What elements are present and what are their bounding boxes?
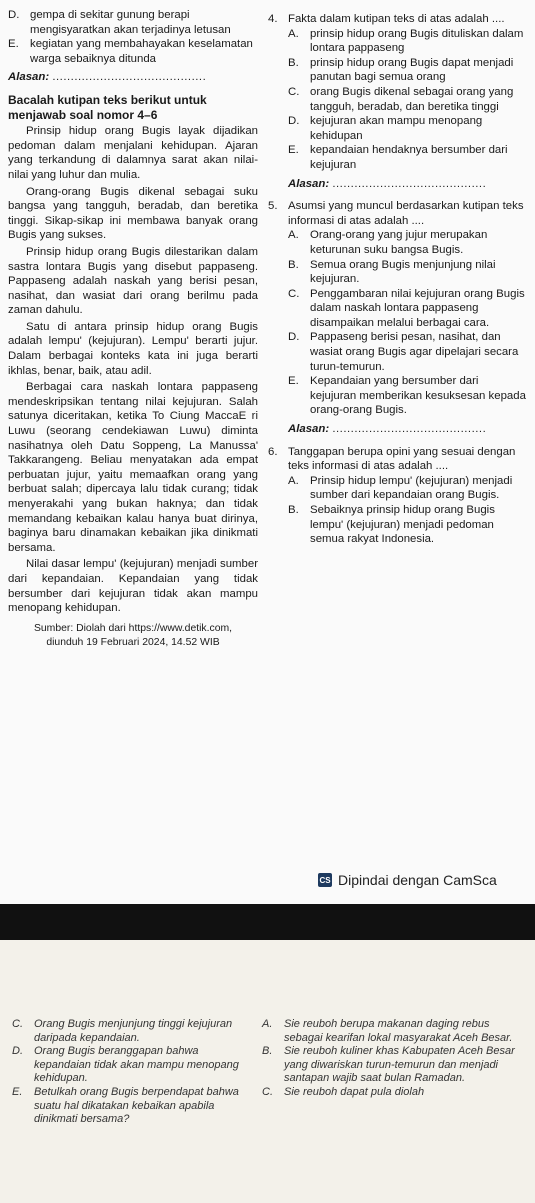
alasan-label: Alasan:: [288, 177, 330, 190]
alasan-line: [288, 177, 526, 192]
option-letter: D.: [288, 331, 300, 344]
option-e: [288, 374, 526, 418]
option-text: Orang-orang yang jujur merupakan keturunan suku bangsa Bugis.: [310, 229, 488, 256]
bottom-left-column: [12, 1018, 252, 1127]
option-letter: C.: [288, 287, 300, 300]
question-text: Fakta dalam kutipan teks di atas adalah ....: [288, 13, 505, 25]
option-text: kegiatan yang membahayakan keselamatan warga sebaiknya ditunda: [30, 38, 253, 65]
option-text: Orang Bugis beranggapan bahwa kepandaian tidak akan mampu menopang kehidupan.: [34, 1045, 239, 1085]
option-letter: B.: [288, 56, 299, 69]
option-text: Betulkah orang Bugis berpendapat bahwa suatu hal dikatakan kebaikan apabila dinikmati bersama?: [34, 1085, 239, 1126]
option-d: [288, 330, 526, 374]
question-6: [268, 445, 526, 474]
camscanner-text: Dipindai dengan CamSca: [338, 872, 497, 888]
option-d: [12, 1045, 252, 1086]
option-e: [12, 1086, 252, 1127]
left-column: [8, 8, 258, 651]
option-letter: D.: [288, 115, 300, 128]
option-letter: E.: [8, 38, 19, 51]
option-b: [288, 503, 526, 547]
option-letter: A.: [288, 474, 299, 487]
bottom-right-column: [262, 1018, 524, 1100]
alasan-label: Alasan:: [8, 71, 50, 84]
option-b: [288, 258, 526, 287]
camscanner-logo-icon: CS: [318, 873, 332, 887]
option-letter: A.: [288, 229, 299, 242]
bottom-scan-page: [0, 940, 535, 1203]
question-number: 6.: [268, 445, 278, 458]
option-b: [288, 56, 526, 85]
option-text: Sie reuboh kuliner khas Kabupaten Aceh Besar yang diwariskan turun-temurun dan menjadi santapan wajib saat bulan Ramadan.: [284, 1045, 515, 1085]
option-a: [288, 474, 526, 503]
option-a: [262, 1018, 524, 1045]
option-text: prinsip hidup orang Bugis dituliskan dalam lontara pappaseng: [310, 27, 524, 55]
option-text: Kepandaian yang bersumber dari kejujuran memberikan kesuksesan kepada orang-orang Bugis.: [310, 375, 526, 417]
option-c: [288, 85, 526, 114]
option-text: Sebaiknya prinsip hidup orang Bugis lempu' (kejujuran) menjadi pedoman semua rakyat Indonesia.: [310, 504, 495, 546]
option-text: prinsip hidup orang Bugis dapat menjadi panutan bagi semua orang: [310, 56, 514, 84]
camscanner-watermark: [318, 872, 497, 888]
option-letter: B.: [288, 258, 299, 271]
option-text: Sie reuboh berupa makanan daging rebus sebagai kearifan lokal masyarakat Aceh Besar.: [284, 1018, 513, 1044]
option-text: gempa di sekitar gunung berapi mengisyaratkan akan terjadinya letusan: [30, 9, 231, 36]
option-c: [12, 1018, 252, 1045]
option-d: [8, 8, 258, 37]
source-line: diunduh 19 Februari 2024, 14.52 WIB: [46, 637, 220, 649]
option-letter: A.: [262, 1018, 273, 1030]
option-text: Prinsip hidup lempu' (kejujuran) menjadi sumber dari kepandaian orang Bugis.: [310, 474, 513, 502]
option-letter: B.: [262, 1045, 273, 1058]
question-number: 5.: [268, 200, 278, 213]
paragraph: Prinsip hidup orang Bugis layak dijadikan pedoman dalam menjalani kehidupan. Ajaran yang terkandung di dalamnya sarat akan nilai-nilai yang luhur dan mulia.: [8, 125, 258, 181]
option-letter: C.: [12, 1018, 23, 1030]
option-text: Semua orang Bugis menjunjung nilai kejujuran.: [310, 258, 496, 286]
option-letter: E.: [288, 375, 299, 388]
page-divider: [0, 904, 535, 940]
alasan-dots: ..........................................: [332, 177, 487, 190]
option-text: kejujuran akan mampu menopang kehidupan: [310, 115, 483, 142]
alasan-dots: ..........................................: [332, 423, 487, 436]
option-text: Penggambaran nilai kejujuran orang Bugis dalam naskah lontara pappaseng disampaikan melalui berbagai cara.: [310, 287, 525, 329]
option-c: [262, 1086, 524, 1100]
option-a: [288, 27, 526, 56]
option-e: [288, 143, 526, 172]
source-line: Sumber: Diolah dari https://www.detik.com,: [33, 622, 233, 634]
option-b: [262, 1045, 524, 1086]
paragraph: Nilai dasar lempu' (kejujuran) menjadi sumber dari kepandaian. Kepandaian yang tidak bersumber dari kejujuran tidak akan mampu menopang kehidupan.: [8, 558, 258, 615]
option-text: Sie reuboh dapat pula diolah: [284, 1085, 425, 1098]
option-text: Orang Bugis menjunjung tinggi kejujuran daripada kepandaian.: [34, 1018, 233, 1044]
paragraph: Orang-orang Bugis dikenal sebagai suku bangsa yang tangguh, beradab, dan beretika tinggi. Sikap-sikap ini membawa banyak orang Bugis yang sukses.: [8, 185, 258, 242]
reading-heading: Bacalah kutipan teks berikut untuk menjawab soal nomor 4–6: [8, 92, 207, 122]
option-text: Pappaseng berisi pesan, nasihat, dan wasiat orang Bugis agar dipelajari secara turun-temurun.: [310, 331, 519, 373]
alasan-line: [288, 422, 526, 437]
option-letter: D.: [8, 9, 20, 21]
option-a: [288, 228, 526, 257]
alasan-line: [8, 70, 258, 85]
option-text: orang Bugis dikenal sebagai orang yang tangguh, beradab, dan beretika tinggi: [310, 85, 514, 113]
option-c: [288, 287, 526, 331]
right-column: [268, 8, 526, 547]
question-text: Asumsi yang muncul berdasarkan kutipan teks informasi di atas adalah ....: [288, 200, 524, 227]
option-letter: C.: [288, 85, 300, 98]
option-d: [288, 114, 526, 143]
question-4: [268, 12, 526, 27]
option-letter: E.: [288, 144, 299, 157]
alasan-dots: ..........................................: [52, 71, 207, 84]
option-text: kepandaian hendaknya bersumber dari kejujuran: [310, 144, 508, 171]
option-letter: A.: [288, 27, 299, 40]
question-5: [268, 199, 526, 228]
paragraph: Berbagai cara naskah lontara pappaseng mendeskripsikan tentang nilai kejujuran. Salah satunya diceritakan, ketika To Ciung MaccaE ri Luwu (seorang cendekiawan Luwu) diminta nasihatnya oleh Datu Soppeng, La Manussa' Takkarangeng. Beliau menyatakan ada empat perbuatan jujur, yaitu memaafkan orang yang berbuat salah; dipercaya lalu tidak curang; tidak menyerakahi yang bukan haknya; dan tidak memandang kebaikan kalau hanya buat dirinya, baginya baru dinamakan kebaikan jika dinikmati bersama.: [8, 381, 258, 554]
question-text: Tanggapan berupa opini yang sesuai dengan teks informasi di atas adalah ....: [288, 445, 516, 473]
alasan-label: Alasan:: [288, 423, 330, 436]
option-letter: D.: [12, 1045, 23, 1058]
paragraph: Satu di antara prinsip hidup orang Bugis adalah lempu' (kejujuran). Lempu' berarti jujur. Dalam berbagai konteks kata ini juga berarti ikhlas, benar, baik, atau adil.: [8, 320, 258, 377]
option-e: [8, 37, 258, 66]
option-letter: B.: [288, 504, 299, 516]
question-number: 4.: [268, 13, 278, 25]
option-letter: E.: [12, 1085, 23, 1098]
option-letter: C.: [262, 1085, 273, 1098]
source-citation: [8, 622, 258, 651]
paragraph: Prinsip hidup orang Bugis dilestarikan dalam sastra lontara Bugis yang disebut pappaseng. Pappaseng adalah naskah yang berisi pesan, nasihat, dan wasiat dari orang berilmu pada zaman dahulu.: [8, 245, 258, 317]
